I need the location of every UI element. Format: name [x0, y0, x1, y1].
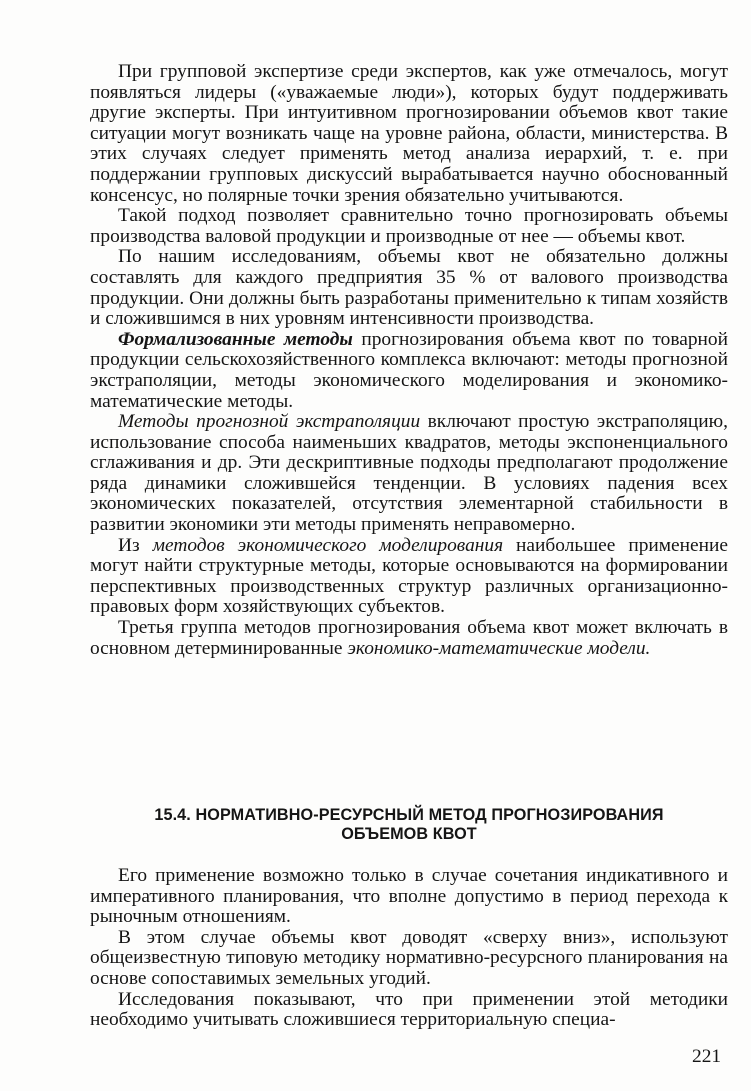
- body-text-upper: [90, 62, 728, 659]
- page-number: 221: [692, 1046, 722, 1067]
- text-run: Такой подход позволяет сравнительно точно прогнозировать объемы производства валовой продукции и производные от нее — объемы квот.: [90, 205, 728, 247]
- text-run: включают простую экстраполяцию, использование способа наименьших квадратов, методы экспоненциального сглаживания и др. Эти дескриптивные подходы предполагают продолжение ряда динамики сложившейся тенденции. В условиях падения всех экономических показателей, отсутствия элементарной стабильности в развитии экономики эти методы применять неправомерно.: [90, 411, 728, 536]
- emphasized-text: методов экономического моделирования: [152, 534, 504, 556]
- paragraph: [90, 990, 728, 1031]
- emphasized-text: Формализованные методы: [118, 328, 353, 350]
- emphasized-text: Методы прогнозной экстраполяции: [118, 411, 421, 433]
- text-run: При групповой экспертизе среди экспертов, как уже отмечалось, могут появляться лидеры («уважаемые люди»), которых будут поддерживать другие эксперты. При интуитивном прогнозировании объемов квот такие ситуации могут возникать чаще на уровне района, области, министерства. В этих случаях следует применять метод анализа иерархий, т. е. при поддержании групповых дискуссий вырабатывается научно обоснованный консенсус, но полярные точки зрения обязательно учитываются.: [90, 61, 728, 206]
- text-run: Исследования показывают, что при применении этой методики необходимо учитывать сложившиеся территориальную специа-: [90, 988, 728, 1031]
- text-run: Из: [118, 534, 153, 556]
- paragraph: [90, 618, 728, 659]
- text-run: В этом случае объемы квот доводят «сверху вниз», используют общеизвестную типовую методику нормативно-ресурсного планирования на основе сопоставимых земельных угодий.: [90, 926, 728, 989]
- section-heading-line-1: 15.4. НОРМАТИВНО-РЕСУРСНЫЙ МЕТОД ПРОГНОЗИРОВАНИЯ: [154, 806, 664, 824]
- text-run: По нашим исследованиям, объемы квот не обязательно должны составлять для каждого предприятия 35 % от валового производства продукции. Они должны быть разработаны применительно к типам хозяйств и сложившимся в них уровням интенсивности производства.: [90, 246, 728, 330]
- paragraph: [90, 62, 728, 206]
- paragraph: [90, 536, 728, 618]
- text-run: наибольшее применение могут найти структурные методы, которые основываются на формировании перспективных производственных структур различных организационно-правовых форм хозяйствующих субъектов.: [90, 534, 728, 618]
- paragraph: [90, 412, 728, 536]
- body-text-lower: [90, 866, 728, 1031]
- section-heading-line-2: ОБЪЕМОВ КВОТ: [341, 825, 477, 843]
- paragraph: [90, 866, 728, 928]
- text-run: Третья группа методов прогнозирования объема квот может включать в основном детерминированные: [90, 617, 728, 659]
- paragraph: [90, 330, 728, 412]
- text-run: прогнозирования объема квот по товарной продукции сельскохозяйственного комплекса включают: методы прогнозной экстраполяции, методы экономического моделирования и экономико-математические методы.: [90, 328, 728, 412]
- section-heading: [90, 806, 728, 844]
- text-run: Его применение возможно только в случае сочетания индикативного и императивного планирования, что вполне допустимо в период перехода к рыночным отношениям.: [90, 865, 728, 928]
- paragraph: [90, 928, 728, 990]
- paragraph: [90, 206, 728, 247]
- paragraph: [90, 247, 728, 329]
- emphasized-text: экономико-математические модели.: [347, 637, 651, 659]
